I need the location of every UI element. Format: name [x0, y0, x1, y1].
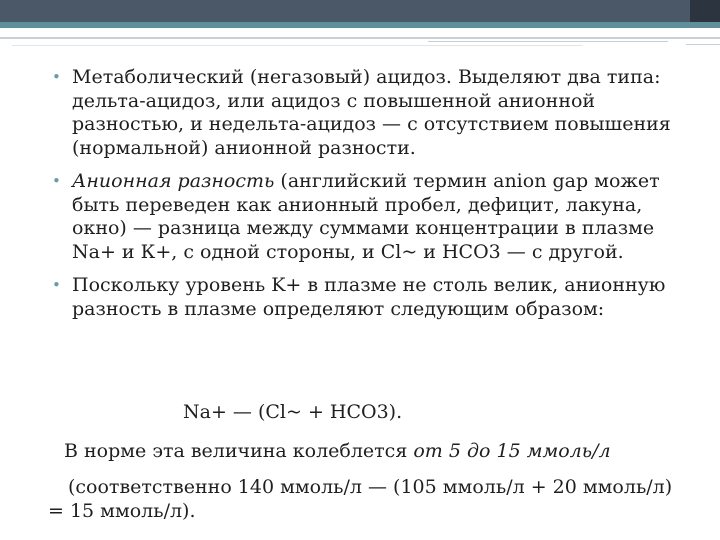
- formula: Na+ — (Cl~ + HCO3).: [183, 401, 403, 423]
- bullet-text: Поскольку уровень K+ в плазме не столь велик, анионную разность в плазме определяют следующим образом:: [72, 274, 666, 320]
- bullet-text: Метаболический (негазовый) ацидоз. Выделяют два типа: дельта-ацидоз, или ацидоз с повышенной анионной разностью, и недельта-ацидоз — с отсутствием повышения (нормальной) анионной разности.: [72, 66, 671, 159]
- slide-header-accent: [0, 22, 720, 28]
- divider-line: [12, 45, 582, 46]
- correspondence-text: (соответственно 140 ммоль/л — (105 ммоль/л + 20 ммоль/л) = 15 ммоль/л).: [48, 476, 673, 522]
- divider-line: [0, 37, 720, 39]
- slide-body: [52, 66, 692, 331]
- norm-prefix: В норме эта величина колеблется: [64, 440, 414, 462]
- slide-header-corner: [690, 0, 720, 22]
- divider-line: [428, 41, 668, 42]
- bullet-dot-icon: •: [52, 172, 61, 190]
- divider-line: [686, 44, 720, 45]
- bullet-item: [52, 274, 692, 321]
- bullet-dot-icon: •: [52, 68, 61, 86]
- bullet-dot-icon: •: [52, 276, 61, 294]
- slide-header-bar: [0, 0, 720, 22]
- norm-line: [64, 440, 611, 462]
- bullet-text-rest: (английский термин anion gap может быть переведен как анионный пробел, дефицит, лакуна, окно) — разница между суммами концентрации в плазме Na+ и К+, с одной стороны, и Cl~ и HCO3 — с другой.: [72, 170, 660, 263]
- bullet-text: [72, 170, 692, 264]
- bullet-item: [52, 66, 692, 160]
- bullet-item: [52, 170, 692, 264]
- norm-range: от 5 до 15 ммоль/л: [413, 440, 611, 462]
- term-anion-gap: Анионная разность: [72, 170, 275, 192]
